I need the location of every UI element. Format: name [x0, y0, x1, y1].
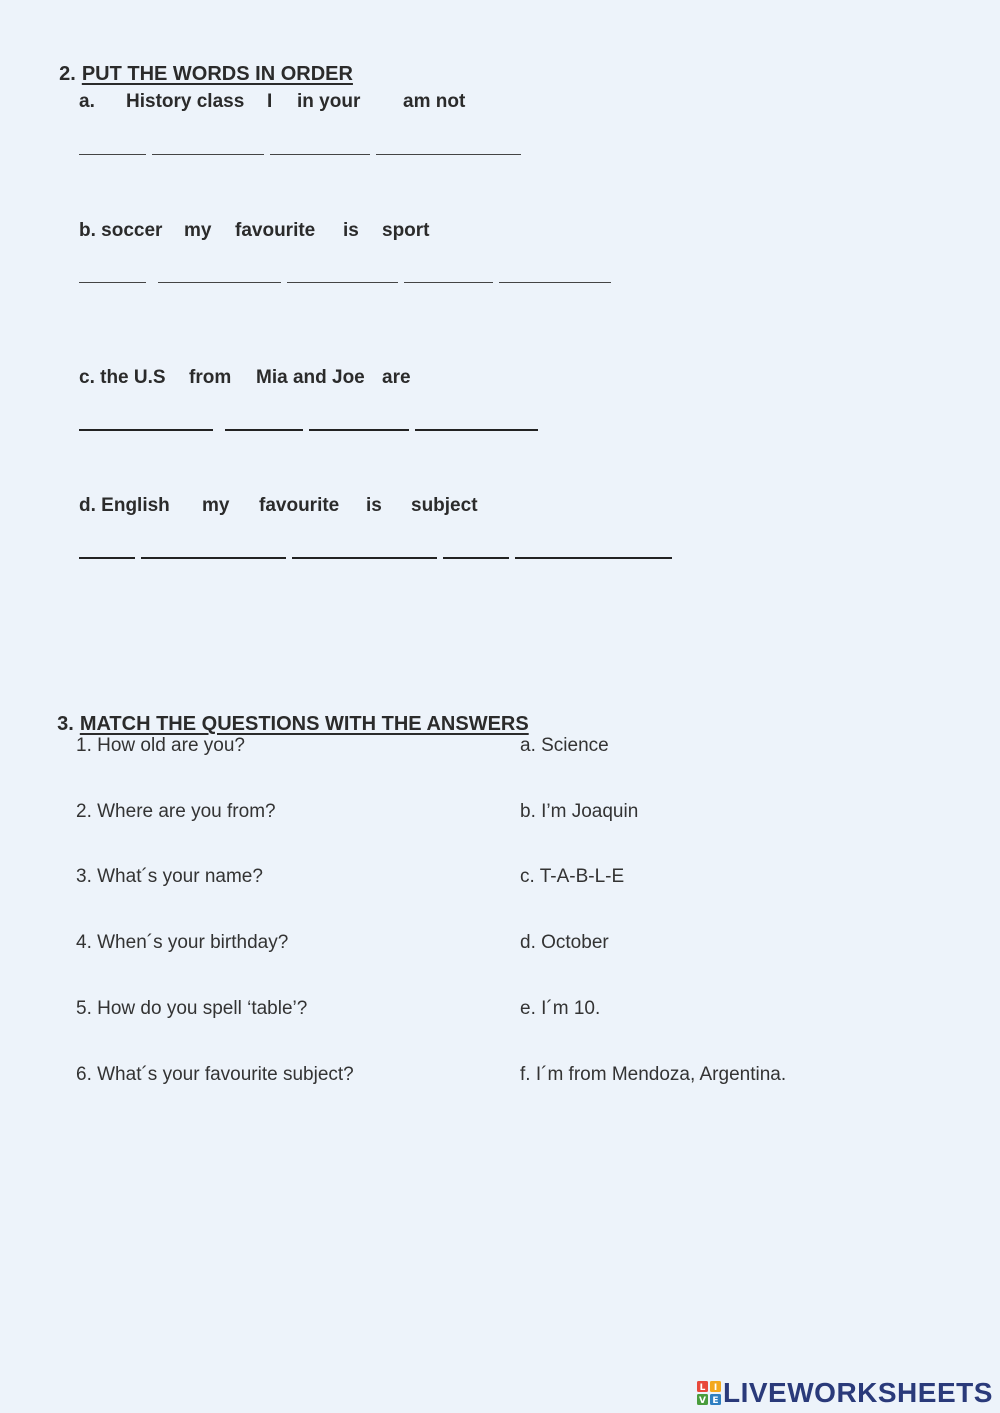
answer-blank[interactable] — [292, 557, 437, 559]
answer-a: a. Science — [520, 735, 609, 756]
answer-blank[interactable] — [225, 429, 303, 431]
svg-text:L: L — [699, 1383, 706, 1393]
answer-blank[interactable] — [158, 282, 281, 283]
item-a-word-4: am not — [403, 91, 466, 112]
item-a-word-2: I — [267, 91, 273, 112]
item-c-word-4: are — [382, 367, 411, 388]
item-d-word-1: d. English — [79, 495, 170, 516]
svg-text:I: I — [713, 1383, 718, 1393]
section-2-title: PUT THE WORDS IN ORDER — [81, 63, 353, 85]
svg-text:E: E — [712, 1396, 719, 1405]
section-3-heading — [46, 690, 529, 736]
answer-blank[interactable] — [152, 154, 264, 155]
answer-blank[interactable] — [415, 429, 538, 431]
answer-b: b. I’m Joaquin — [520, 801, 639, 822]
question-3: 3. What´s your name? — [76, 866, 263, 887]
answer-d: d. October — [520, 932, 609, 953]
question-1: 1. How old are you? — [76, 735, 245, 756]
question-6: 6. What´s your favourite subject? — [76, 1064, 354, 1085]
item-b-word-3: favourite — [235, 220, 316, 241]
answer-blank[interactable] — [79, 154, 146, 155]
answer-c: c. T-A-B-L-E — [520, 866, 625, 887]
item-d-word-4: is — [366, 495, 382, 516]
item-d-word-2: my — [202, 495, 230, 516]
answer-f: f. I´m from Mendoza, Argentina. — [520, 1064, 787, 1085]
answer-blank[interactable] — [515, 557, 672, 559]
liveworksheets-logo — [697, 1378, 993, 1408]
answer-blank[interactable] — [376, 154, 521, 155]
section-3-title: MATCH THE QUESTIONS WITH THE ANSWERS — [79, 713, 529, 735]
answer-blank[interactable] — [287, 282, 398, 283]
section-2-number: 2. — [59, 63, 76, 85]
svg-text:V: V — [699, 1396, 706, 1405]
answer-blank[interactable] — [79, 282, 146, 283]
item-d-word-3: favourite — [259, 495, 340, 516]
answer-blank[interactable] — [309, 429, 409, 431]
answer-blank[interactable] — [79, 557, 135, 559]
answer-blank[interactable] — [270, 154, 370, 155]
question-5: 5. How do you spell ‘table’? — [76, 998, 308, 1019]
answer-e: e. I´m 10. — [520, 998, 601, 1019]
item-c-word-2: from — [189, 367, 232, 388]
item-b-word-1: b. soccer — [79, 220, 163, 241]
answer-blank[interactable] — [404, 282, 493, 283]
item-a-word-1: History class — [126, 91, 245, 112]
section-3-number: 3. — [57, 713, 74, 735]
answer-blank[interactable] — [499, 282, 611, 283]
item-d-word-5: subject — [411, 495, 478, 516]
logo-text: LIVEWORKSHEETS — [723, 1377, 993, 1408]
item-a-label: a. — [79, 91, 95, 112]
logo-badge-icon — [697, 1381, 721, 1405]
question-2: 2. Where are you from? — [76, 801, 276, 822]
section-2-heading — [48, 40, 353, 86]
item-b-word-2: my — [184, 220, 212, 241]
answer-blank[interactable] — [443, 557, 509, 559]
question-4: 4. When´s your birthday? — [76, 932, 289, 953]
item-a-word-3: in your — [297, 91, 361, 112]
item-b-word-5: sport — [382, 220, 430, 241]
answer-blank[interactable] — [141, 557, 286, 559]
item-c-word-3: Mia and Joe — [256, 367, 365, 388]
item-c-word-1: c. the U.S — [79, 367, 166, 388]
item-b-word-4: is — [343, 220, 359, 241]
answer-blank[interactable] — [79, 429, 213, 431]
